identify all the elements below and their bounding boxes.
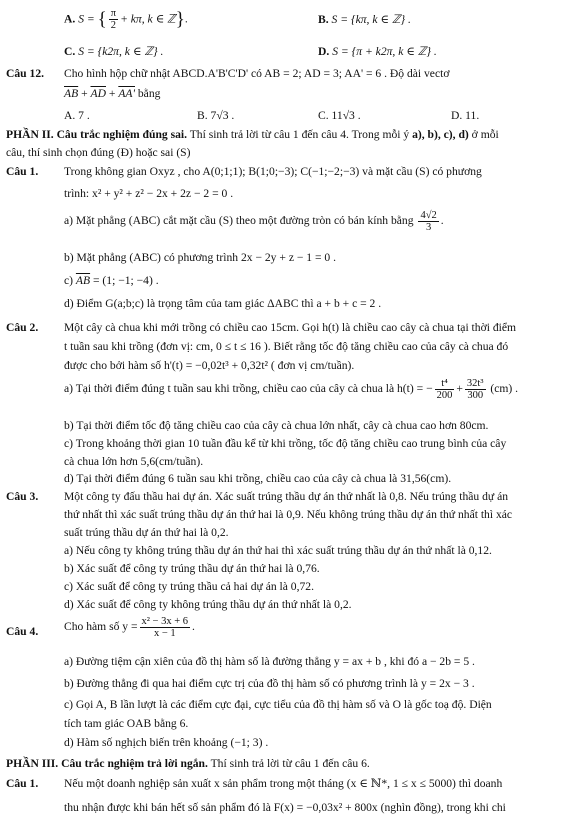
q12-text: Cho hình hộp chữ nhật ABCD.A'B'C'D' có AB = 2; AD = 3; AA' = 6 . Độ dài vectơ <box>64 67 450 80</box>
p2q3-statement-a: a) Nếu công ty không trúng thầu dự án thứ hai thì xác suất trúng thầu dự án thứ nhất là 0,12. <box>64 544 492 557</box>
q12-option-c: C. 11√3 . <box>318 109 361 122</box>
p2q1-statement-a: a) Mặt phẳng (ABC) cắt mặt cầu (S) theo một đường tròn có bán kính bằng $\frac{4√2}{3}$ . <box>64 210 444 234</box>
q11-option-a: A. S = { $\frac{\pi}{2}$ + kπ, k ∈ ℤ}. <box>64 8 188 32</box>
p2q2-statement-c-1: c) Trong khoảng thời gian 10 tuần đầu kể từ khi trồng, tốc độ tăng chiều cao trung bình của cây <box>64 437 507 450</box>
q12-vector-sum: $\overline{AB} + \overline{AD} + AA'$ bằng <box>64 87 161 100</box>
p2q4-statement-c-1: c) Gọi A, B lần lượt là các điểm cực đại, cực tiểu của đồ thị hàm số và O là gốc toạ độ. Diện <box>64 698 492 711</box>
p2q2-statement-d: d) Tại thời điểm đúng 6 tuần sau khi trồng, chiều cao của cây cà chua là 31,56(cm). <box>64 472 452 485</box>
p2q2-label: Câu 2. <box>6 321 39 334</box>
p3q1-label: Câu 1. <box>6 777 39 790</box>
p3q1-stem-1: Nếu một doanh nghiệp sản xuất x sản phẩm trong một tháng (x ∈ ℕ*, 1 ≤ x ≤ 5000) thì doanh <box>64 777 503 790</box>
part2-instruction: câu, thí sinh chọn đúng (Đ) hoặc sai (S) <box>6 146 191 159</box>
p2q1-label: Câu 1. <box>6 165 39 178</box>
p2q2-stem-1: Một cây cà chua khi mới trồng có chiều cao 15cm. Gọi h(t) là chiều cao cây cà chua tại thời điểm <box>64 321 517 334</box>
p2q2-stem-3: được cho bởi hàm số h'(t) = −0,02t³ + 0,32t² ( đơn vị cm/tuần). <box>64 359 355 372</box>
q12-label: Câu 12. <box>6 67 45 80</box>
q12-option-b: B. 7√3 . <box>197 109 235 122</box>
p2q3-statement-d: d) Xác suất để công ty không trúng thầu dự án thứ nhất là 0,2. <box>64 598 352 611</box>
p2q1-stem-2: trình: x² + y² + z² − 2x + 2z − 2 = 0 . <box>64 187 234 200</box>
p2q1-statement-b: b) Mặt phẳng (ABC) có phương trình 2x − 2y + z − 1 = 0 . <box>64 251 337 264</box>
p2q4-statement-d: d) Hàm số nghịch biến trên khoảng (−1; 3) . <box>64 736 269 749</box>
p2q3-stem-1: Một công ty đấu thầu hai dự án. Xác suất trúng thầu dự án thứ nhất là 0,8. Nếu trúng thầu dự án <box>64 490 509 503</box>
q11-option-d: D. S = {π + k2π, k ∈ ℤ} . <box>318 45 437 58</box>
q11-option-c: C. S = {k2π, k ∈ ℤ} . <box>64 45 164 58</box>
p2q3-stem-2: thứ nhất thì xác suất trúng thầu dự án thứ hai là 0,9. Nếu không trúng thầu dự án thứ nhất thì xác <box>64 508 513 521</box>
p3q1-stem-2: thu nhận được khi bán hết số sản phẩm đó là F(x) = −0,03x² + 800x (nghìn đồng), trong khi chi <box>64 801 506 814</box>
p2q1-statement-c: c) $\overline{AB} = (1$; −1; −4) . <box>64 274 159 287</box>
part3-heading: PHẦN III. Câu trắc nghiệm trả lời ngắn. Thí sinh trả lời từ câu 1 đến câu 6. <box>6 757 370 770</box>
p2q2-statement-a: a) Tại thời điểm đúng t tuần sau khi trồng, chiều cao của cây cà chua là h(t) = − $\frac{\text{t⁴}}{200}$ + $\frac{\text{32t³}}{300}$ (cm) . <box>64 378 519 402</box>
p2q4-stem: Cho hàm số y = $\frac{\text{x² − 3x + 6}}{x - 1}$ . <box>64 616 195 640</box>
p2q3-label: Câu 3. <box>6 490 39 503</box>
p2q4-statement-a: a) Đường tiệm cận xiên của đồ thị hàm số là đường thẳng y = ax + b , khi đó a − 2b = 5 . <box>64 655 475 668</box>
q12-option-d: D. 11. <box>451 109 480 122</box>
p2q2-stem-2: t tuần sau khi trồng (đơn vị: cm, 0 ≤ t ≤ 16 ). Biết rằng tốc độ tăng chiều cao của cây cà chua đó <box>64 340 509 353</box>
p2q3-statement-b: b) Xác suất để công ty trúng thầu dự án thứ hai là 0,76. <box>64 562 320 575</box>
p2q4-label: Câu 4. <box>6 625 39 638</box>
p2q2-statement-c-2: cà chua lớn hơn 5,6(cm/tuần). <box>64 455 204 468</box>
p2q3-statement-c: c) Xác suất để công ty trúng thầu cả hai dự án là 0,72. <box>64 580 314 593</box>
p2q4-statement-c-2: tích tam giác OAB bằng 6. <box>64 717 189 730</box>
q12-option-a: A. 7 . <box>64 109 90 122</box>
p2q2-statement-b: b) Tại thời điểm tốc độ tăng chiều cao của cây cà chua lớn nhất, cây cà chua cao hơn 80cm. <box>64 419 489 432</box>
p2q3-stem-3: suất trúng thầu dự án thứ hai là 0,2. <box>64 526 229 539</box>
p2q4-statement-b: b) Đường thẳng đi qua hai điểm cực trị của đồ thị hàm số có phương trình là y = 2x − 3 . <box>64 677 475 690</box>
part2-heading: PHẦN II. Câu trắc nghiệm đúng sai. Thí sinh trả lời từ câu 1 đến câu 4. Trong mỗi ý a), b), c), d) ở mỗi <box>6 128 499 141</box>
q11-option-b: B. S = {kπ, k ∈ ℤ} . <box>318 13 411 26</box>
p2q1-statement-d: d) Điểm G(a;b;c) là trọng tâm của tam giác ΔABC thì a + b + c = 2 . <box>64 297 382 310</box>
p2q1-stem-1: Trong không gian Oxyz , cho A(0;1;1); B(1;0;−3); C(−1;−2;−3) và mặt cầu (S) có phương <box>64 165 482 178</box>
